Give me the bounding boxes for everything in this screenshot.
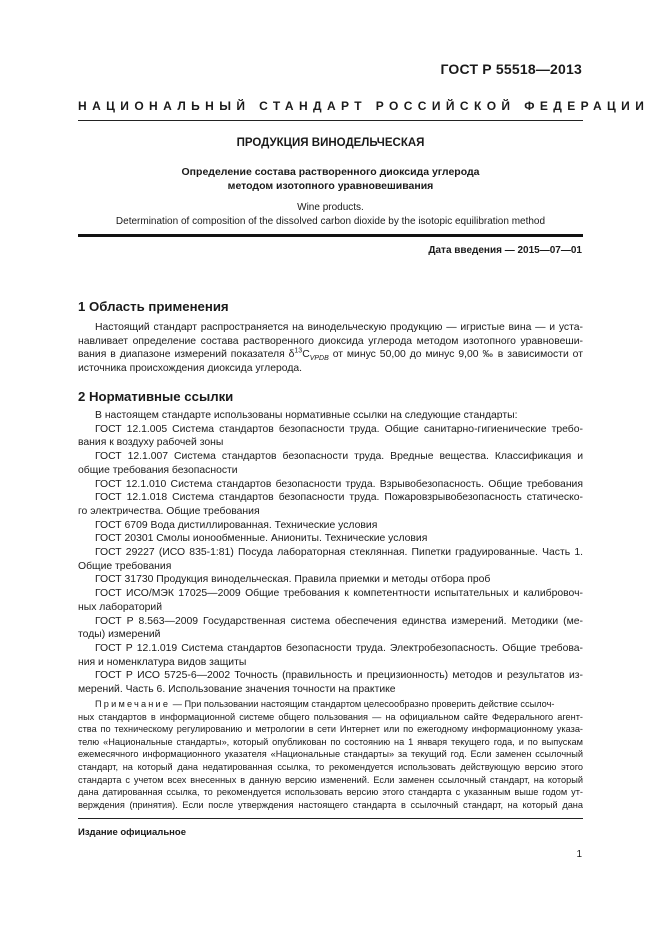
footer-divider (78, 818, 583, 819)
note-line: стандарта с учетом всех внесенных в данную версию изменений. Если заменен ссылочный стандарт, на который (78, 774, 583, 785)
subtitle-line: методом изотопного уравновешивания (227, 180, 434, 192)
reference-line: ГОСТ 6709 Вода дистиллированная. Технические условия (95, 519, 378, 531)
note-line: ных стандартов в информационной системе общего пользования — на официальном сайте Федерального агент- (78, 711, 583, 722)
divider (78, 120, 583, 121)
reference-line: ГОСТ 31730 Продукция винодельческая. Правила приемки и методы отбора проб (95, 574, 491, 586)
reference-line: ГОСТ 12.1.005 Система стандартов безопасности труда. Общие санитарно-гигиенические требо- (95, 423, 583, 435)
note-line: ежемесячного информационного указателя «Национальные стандарты» за текущий год. Если заменен ссылочный (78, 749, 583, 760)
reference-line: ГОСТ 12.1.018 Система стандартов безопасности труда. Пожаровзрывобезопасность статическо- (95, 492, 583, 504)
text-line (78, 348, 583, 362)
note-line: стандарт, на который дана недатированная ссылка, то рекомендуется использовать действующую версию этого (78, 761, 583, 772)
publication-label: Издание официальное (78, 827, 186, 838)
reference-line: мерений. Часть 6. Использование значения точности на практике (78, 684, 396, 696)
reference-line: ГОСТ 29227 (ИСО 835-1:81) Посуда лабораторная стеклянная. Пипетки градуированные. Часть 1. (95, 547, 583, 559)
reference-line: вания к воздуху рабочей зоны (78, 437, 224, 449)
note-first-line (78, 698, 583, 711)
subtitle-line: Определение состава растворенного диоксида углерода (181, 166, 480, 178)
reference-line: тоды) измерений (78, 629, 161, 641)
note-line: телю «Национальные стандарты», который опубликован по состоянию на 1 января текущего года, и по выпускам (78, 736, 583, 747)
reference-line: ГОСТ Р 8.563—2009 Государственная система обеспечения единства измерений. Методики (ме- (95, 615, 583, 627)
note-block (78, 698, 583, 811)
english-title-line: Wine products. (297, 202, 364, 213)
text-fragment: вания в диапазоне измерений показателя δ (78, 349, 295, 361)
reference-line: ГОСТ 12.1.010 Система стандартов безопасности труда. Взрывобезопасность. Общие требования (95, 478, 583, 490)
reference-line: Общие требования (78, 560, 172, 572)
reference-line: ГОСТ 12.1.007 Система стандартов безопасности труда. Вредные вещества. Классификация и (95, 451, 583, 463)
reference-line: го электричества. Общие требования (78, 505, 260, 517)
text-line: навливает определение состава растворенного диоксида углерода методом изотопного уравновеши- (78, 335, 583, 347)
reference-line: ГОСТ Р ИСО 5725-6—2002 Точность (правильность и прецизионность) методов и результатов из- (95, 670, 583, 682)
text-fragment: от минус 50,00 до минус 9,00 ‰ в зависимости от (328, 349, 583, 361)
document-number: ГОСТ Р 55518—2013 (440, 61, 582, 77)
page-number: 1 (576, 849, 582, 860)
text-line: Настоящий стандарт распространяется на винодельческую продукцию — игристые вина — и уста- (95, 322, 583, 333)
reference-line: ГОСТ Р 12.1.019 Система стандартов безопасности труда. Электробезопасность. Общие требова- (95, 642, 583, 654)
reference-line: общие требования безопасности (78, 464, 238, 476)
section-heading-references: 2 Нормативные ссылки (78, 389, 234, 404)
section-heading-scope: 1 Область применения (78, 299, 229, 314)
reference-line: ния и номенклатура видов защиты (78, 656, 247, 668)
divider-thick (78, 234, 583, 237)
references-list (78, 409, 583, 697)
text-line: источника происхождения диоксида углерода. (78, 363, 303, 375)
note-line: дана датированная ссылка, то рекомендуется использовать версию этого стандарта с указанным выше годом ут- (78, 787, 583, 798)
superscript: 13 (294, 347, 303, 355)
text-fragment: — При пользовании настоящим стандартом целесообразно проверить действие ссылоч- (170, 699, 555, 709)
note-line: ства по техническому регулированию и метрологии в сети Интернет или по ежегодному информационному указа- (78, 724, 583, 735)
note-line: верждения (принятия). Если после утверждения настоящего стандарта в ссылочный стандарт, на который дана (78, 799, 583, 810)
subscript: VPDB (309, 355, 329, 363)
text-fragment: C (302, 349, 310, 361)
section-scope-text (78, 321, 583, 376)
note-lines (78, 711, 583, 812)
document-title: ПРОДУКЦИЯ ВИНОДЕЛЬЧЕСКАЯ (236, 137, 425, 149)
reference-line: ГОСТ 20301 Смолы ионообменные. Аниониты. Технические условия (95, 533, 428, 545)
introduction-date: Дата введения — 2015—07—01 (428, 245, 582, 256)
note-label: Примечание (95, 699, 171, 709)
reference-line: ных лабораторий (78, 601, 162, 613)
english-title (78, 201, 583, 228)
reference-line: В настоящем стандарте использованы нормативные ссылки на следующие стандарты: (95, 410, 518, 421)
document-subtitle (78, 165, 583, 193)
reference-line: ГОСТ ИСО/МЭК 17025—2009 Общие требования к компетентности испытательных и калибровоч- (95, 588, 583, 600)
english-title-line: Determination of composition of the dissolved carbon dioxide by the isotopic equilibration method (115, 215, 546, 227)
national-standard-heading: НАЦИОНАЛЬНЫЙ СТАНДАРТ РОССИЙСКОЙ ФЕДЕРАЦИИ (78, 99, 650, 113)
